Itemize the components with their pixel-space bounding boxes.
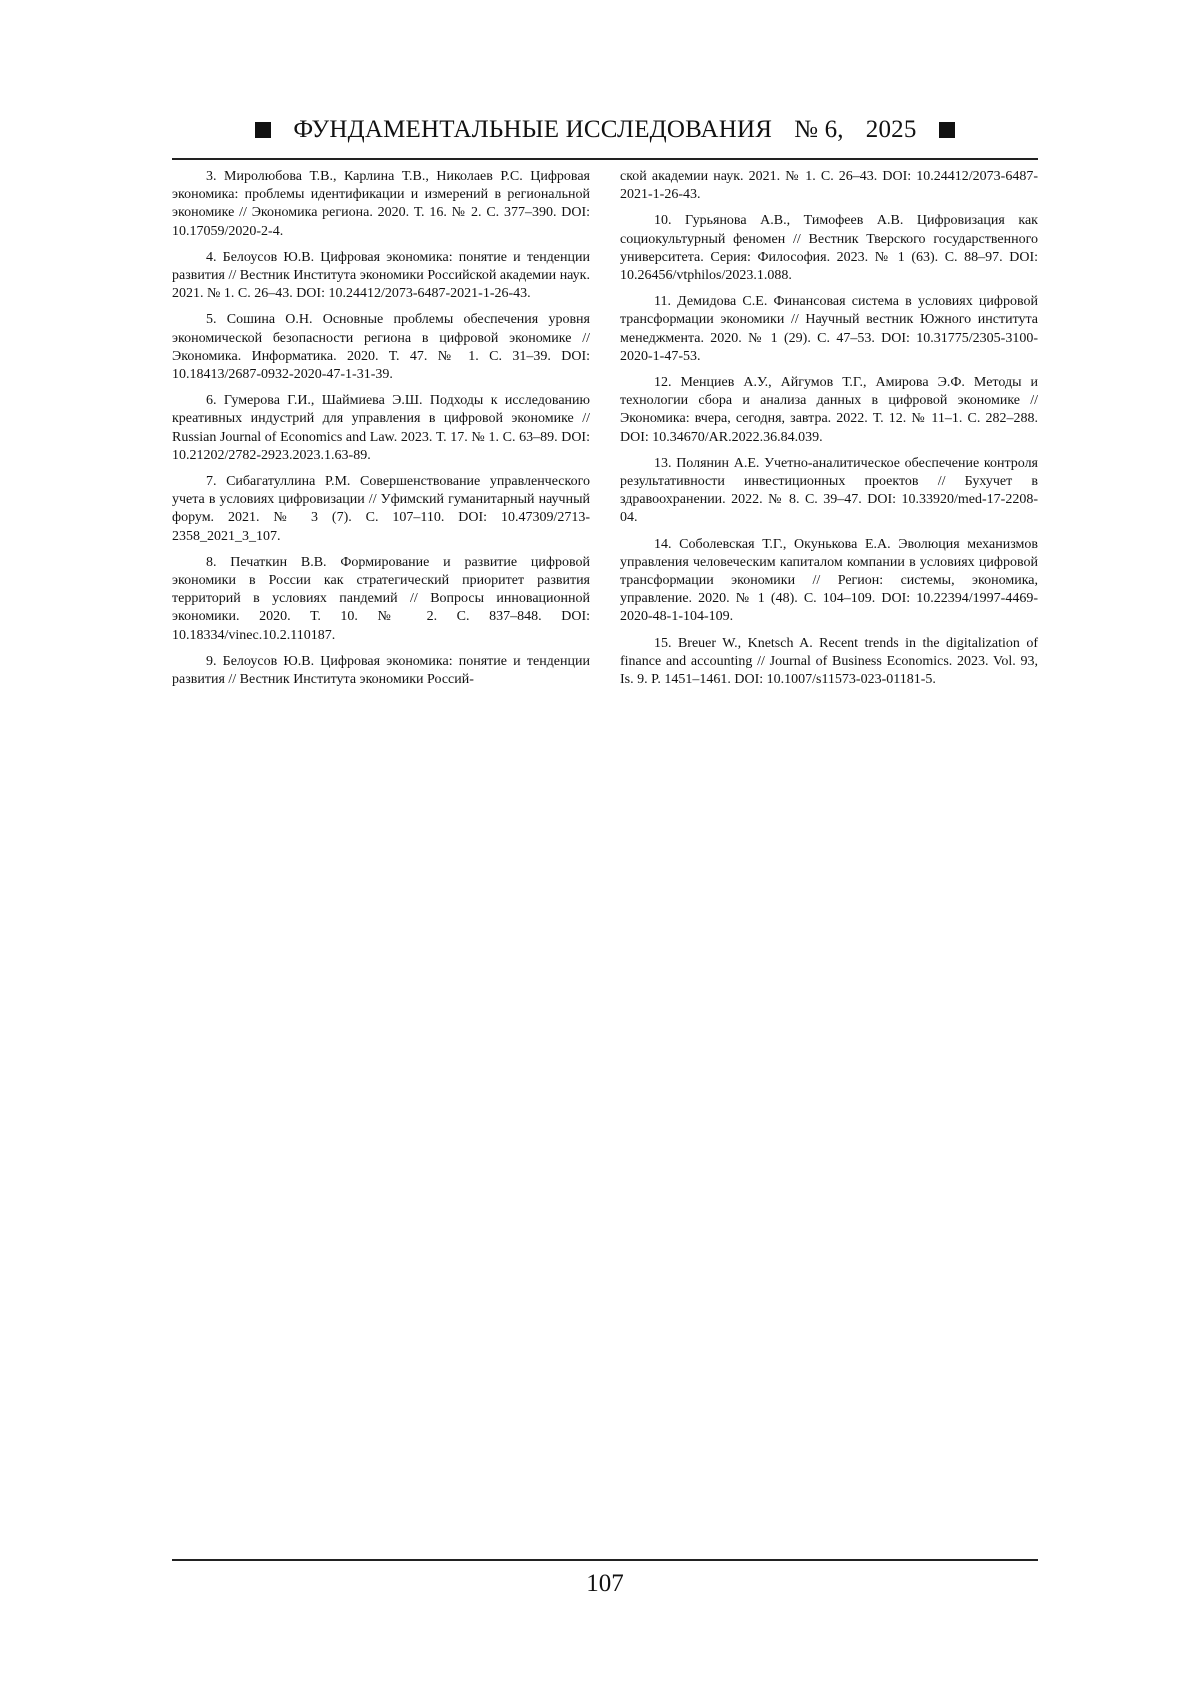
left-column — [172, 168, 590, 697]
square-bullet-icon — [939, 122, 955, 138]
issue-year: 2025 — [865, 116, 917, 143]
reference-item: 7. Сибагатуллина Р.М. Совершенствование управленческого учета в условиях цифровизации // Уфимский гуманитарный научный форум. 2021. № 3 (7). С. 107–110. DOI: 10.47309/2713-2358_2021_3_107. — [172, 474, 590, 544]
reference-item-continuation: ской академии наук. 2021. № 1. С. 26–43. DOI: 10.24412/2073-6487-2021-1-26-43. — [620, 169, 1038, 203]
issue-number: № 6, — [794, 116, 844, 143]
journal-title: ФУНДАМЕНТАЛЬНЫЕ ИССЛЕДОВАНИЯ — [293, 116, 773, 143]
reference-list — [172, 168, 1038, 697]
page-number: 107 — [586, 1570, 624, 1597]
right-column — [620, 168, 1038, 697]
reference-item: 5. Сошина О.Н. Основные проблемы обеспечения уровня экономической безопасности региона в цифровой экономике // Экономика. Информатика. 2020. Т. 47. № 1. С. 31–39. DOI: 10.18413/2687-0932-2020-47-1-31-39. — [172, 312, 590, 383]
reference-item: 9. Белоусов Ю.В. Цифровая экономика: понятие и тенденции развития // Вестник Института экономики Россий- — [172, 653, 590, 688]
reference-item: 3. Миролюбова Т.В., Карлина Т.В., Николаев Р.С. Цифровая экономика: проблемы идентификации и измерений в региональной экономике // Экономика региона. 2020. Т. 16. № 2. С. 377–390. DOI: 10.17059/2020-2-4. — [172, 169, 590, 239]
reference-item: 14. Соболевская Т.Г., Окунькова Е.А. Эволюция механизмов управления человеческим капиталом компании в условиях цифровой трансформации экономики // Регион: системы, экономика, управление. 2020. № 1 (48). С. 104–109. DOI: 10.22394/1997-4469-2020-48-1-104-109. — [620, 536, 1038, 625]
reference-item: 10. Гурьянова А.В., Тимофеев А.В. Цифровизация как социокультурный феномен // Вестник Тверского государственного университета. Серия: Философия. 2023. № 1 (63). С. 88–97. DOI: 10.26456/vtphilos/2023.1.088. — [620, 213, 1038, 284]
header-text — [293, 116, 916, 144]
running-header — [172, 110, 1038, 150]
reference-item: 6. Гумерова Г.И., Шаймиева Э.Ш. Подходы к исследованию креативных индустрий для управления в цифровой экономике // Russian Journal of Economics and Law. 2023. Т. 17. № 1. С. 63–89. DOI: 10.21202/2782-2923.2023.1.63-89. — [172, 393, 590, 463]
header-rule — [172, 158, 1038, 160]
reference-item: 15. Breuer W., Knetsch A. Recent trends in the digitalization of finance and accounting // Journal of Business Economics. 2023. Vol. 93, Is. 9. P. 1451–1461. DOI: 10.1007/s11573-023-01181-5. — [620, 635, 1038, 688]
reference-item: 11. Демидова С.Е. Финансовая система в условиях цифровой трансформации экономики // Научный вестник Южного института менеджмента. 2020. № 1 (29). С. 47–53. DOI: 10.31775/2305-3100-2020-1-47-53. — [620, 294, 1038, 364]
reference-item: 13. Полянин А.Е. Учетно-аналитическое обеспечение контроля результативности инвестиционных проектов // Бухучет в здравоохранении. 2022. № 8. С. 39–47. DOI: 10.33920/med-17-2208-04. — [620, 455, 1038, 526]
reference-item: 8. Печаткин В.В. Формирование и развитие цифровой экономики в России как стратегический приоритет развития территорий в условиях пандемий // Вопросы инновационной экономики. 2020. Т. 10. № 2. С. 837–848. DOI: 10.18334/vinec.10.2.110187. — [172, 554, 590, 643]
reference-item: 12. Менциев А.У., Айгумов Т.Г., Амирова Э.Ф. Методы и технологии сбора и анализа данных в цифровой экономике // Экономика: вчера, сегодня, завтра. 2022. Т. 12. № 11–1. С. 282–288. DOI: 10.34670/AR.2022.36.84.039. — [620, 375, 1038, 445]
square-bullet-icon — [255, 122, 271, 138]
footer-rule — [172, 1559, 1038, 1561]
reference-item: 4. Белоусов Ю.В. Цифровая экономика: понятие и тенденции развития // Вестник Института экономики Российской академии наук. 2021. № 1. С. 26–43. DOI: 10.24412/2073-6487-2021-1-26-43. — [172, 249, 590, 302]
